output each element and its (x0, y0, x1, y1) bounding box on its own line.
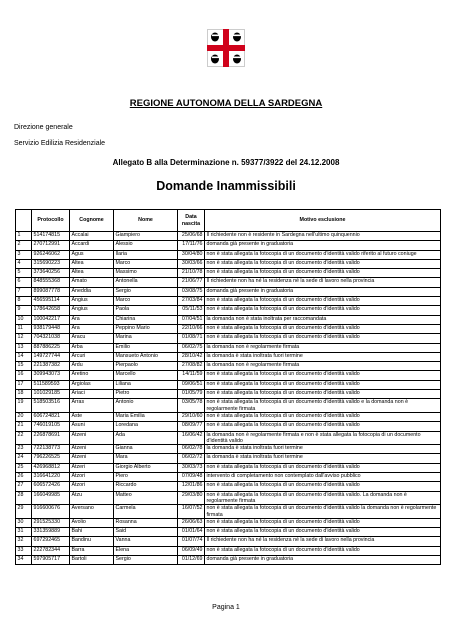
cognome-cell: Bartoli (70, 555, 114, 564)
table-body (16, 232, 441, 565)
cognome-cell: Arras (70, 399, 114, 413)
table-row (16, 250, 441, 259)
cognome-cell: Atzeni (70, 454, 114, 463)
nome-cell: Giorgio Alberto (114, 463, 178, 472)
table-row (16, 412, 441, 421)
table-row (16, 491, 441, 505)
motivo-cell: la domanda è stata inoltrata fuori termine (205, 352, 441, 361)
cognome-cell: Arba (70, 343, 114, 352)
row-index: 15 (16, 362, 32, 371)
cognome-cell: Arcuri (70, 352, 114, 361)
motivo-cell: non è stata allegata la fotocopia di un documento d'identità valido (205, 518, 441, 527)
cognome-cell: Accalai (70, 232, 114, 241)
column-header-index (16, 210, 32, 232)
nome-cell: Antonella (114, 278, 178, 287)
protocollo-cell: 514174815 (32, 232, 70, 241)
row-index: 3 (16, 250, 32, 259)
nome-cell: Giampiero (114, 232, 178, 241)
table-row (16, 546, 441, 555)
row-index: 10 (16, 315, 32, 324)
data-nascita-cell: 12/01/86 (178, 482, 205, 491)
motivo-cell: non è stata allegata la fotocopia di un documento d'identità valido. La domanda non è regolarmente firmata (205, 491, 441, 505)
cognome-cell: Argiolas (70, 380, 114, 389)
row-index: 18 (16, 390, 32, 399)
table-row (16, 390, 441, 399)
nome-cell: Vanna (114, 537, 178, 546)
nome-cell: Matteo (114, 491, 178, 505)
nome-cell: Antonio (114, 399, 178, 413)
column-header-protocollo: Protocollo (32, 210, 70, 232)
table-row (16, 473, 441, 482)
cognome-cell: Altea (70, 259, 114, 268)
row-index: 29 (16, 505, 32, 519)
data-nascita-cell: 16/07/52 (178, 505, 205, 519)
nome-cell: Sergio (114, 555, 178, 564)
protocollo-cell: 899087778 (32, 287, 70, 296)
motivo-cell: non è stata allegata la fotocopia di un documento d'identità valido (205, 463, 441, 472)
table-row (16, 315, 441, 324)
table-row (16, 422, 441, 431)
table-row (16, 445, 441, 454)
cognome-cell: Angius (70, 306, 114, 315)
direzione-label: Direzione generale (14, 124, 73, 131)
motivo-cell: non è stata allegata la fotocopia di un documento d'identità valido la domanda non è regolarmente firmata (205, 505, 441, 519)
table-row (16, 528, 441, 537)
cognome-cell: Angius (70, 297, 114, 306)
protocollo-cell: 848555368 (32, 278, 70, 287)
row-index: 5 (16, 269, 32, 278)
cognome-cell: Atzeni (70, 431, 114, 445)
table-row (16, 278, 441, 287)
protocollo-cell: 697292465 (32, 537, 70, 546)
protocollo-cell: 226878691 (32, 431, 70, 445)
nome-cell: Ilaria (114, 250, 178, 259)
row-index: 12 (16, 334, 32, 343)
protocollo-cell: 100042217 (32, 315, 70, 324)
row-index: 17 (16, 380, 32, 389)
table-row (16, 269, 441, 278)
table-row (16, 259, 441, 268)
nome-cell: Mansueto Antonio (114, 352, 178, 361)
motivo-cell: la domanda è stata inoltrata fuori termine (205, 445, 441, 454)
protocollo-cell: 166049985 (32, 491, 70, 505)
row-index: 9 (16, 306, 32, 315)
row-index: 1 (16, 232, 32, 241)
row-index: 33 (16, 546, 32, 555)
protocollo-cell: 101029185 (32, 390, 70, 399)
table-row (16, 505, 441, 519)
data-nascita-cell: 14/11/59 (178, 371, 205, 380)
table-header-row (16, 210, 441, 232)
motivo-cell: non è stata allegata la fotocopia di un documento d'identità valido (205, 390, 441, 399)
protocollo-cell: 331359889 (32, 528, 70, 537)
protocollo-cell: 606724821 (32, 412, 70, 421)
servizio-label: Servizio Edilizia Residenziale (14, 140, 106, 147)
nome-cell: Gianna (114, 445, 178, 454)
nome-cell: Liliana (114, 380, 178, 389)
row-index: 4 (16, 259, 32, 268)
cognome-cell: Atzu (70, 491, 114, 505)
data-nascita-cell: 01/05/79 (178, 390, 205, 399)
motivo-cell: non è stata allegata la fotocopia di un documento d'identità valido (205, 412, 441, 421)
data-nascita-cell: 03/05/78 (178, 399, 205, 413)
cognome-cell: Agus (70, 250, 114, 259)
protocollo-cell: 315690223 (32, 259, 70, 268)
data-nascita-cell: 26/06/63 (178, 518, 205, 527)
column-header-motivo: Motivo esclusione (205, 210, 441, 232)
nome-cell: Maria Emilia (114, 412, 178, 421)
protocollo-cell: 926246062 (32, 250, 70, 259)
data-nascita-cell: 30/03/66 (178, 259, 205, 268)
nome-cell: Carmela (114, 505, 178, 519)
motivo-cell: Il richiedente non ha né la residenza né la sede di lavoro nella provincia (205, 278, 441, 287)
cognome-cell: Ara (70, 315, 114, 324)
protocollo-cell: 722138773 (32, 445, 70, 454)
motivo-cell: non è stata allegata la fotocopia di un documento d'identità valido (205, 482, 441, 491)
row-index: 13 (16, 343, 32, 352)
protocollo-cell: 511589593 (32, 380, 70, 389)
row-index: 19 (16, 399, 32, 413)
data-nascita-cell: 01/12/69 (178, 555, 205, 564)
data-nascita-cell: 05/11/53 (178, 306, 205, 315)
cognome-cell: Avolio (70, 518, 114, 527)
motivo-cell: la domanda non è regolarmente firmata e non è stata allegata la fotocopia di un documento d'identità valido (205, 431, 441, 445)
motivo-cell: non è stata allegata la fotocopia di un documento d'identità valido (205, 422, 441, 431)
cognome-cell: Aretino (70, 371, 114, 380)
table-row (16, 306, 441, 315)
table-row (16, 334, 441, 343)
data-nascita-cell: 16/06/42 (178, 431, 205, 445)
region-title: REGIONE AUTONOMA DELLA SARDEGNA (129, 98, 323, 109)
protocollo-cell: 149727744 (32, 352, 70, 361)
cognome-cell: Barra (70, 546, 114, 555)
cognome-cell: Aneddia (70, 287, 114, 296)
data-nascita-cell: 29/03/80 (178, 491, 205, 505)
table-row (16, 537, 441, 546)
data-nascita-cell: 01/08/71 (178, 334, 205, 343)
nome-cell: Paola (114, 306, 178, 315)
table-row (16, 399, 441, 413)
protocollo-cell: 222782344 (32, 546, 70, 555)
motivo-cell: non è stata allegata la fotocopia di un documento d'identità valido (205, 334, 441, 343)
row-index: 24 (16, 454, 32, 463)
protocollo-cell: 456595114 (32, 297, 70, 306)
cognome-cell: Amato (70, 278, 114, 287)
cognome-cell: Atzeri (70, 463, 114, 472)
data-nascita-cell: 06/02/75 (178, 343, 205, 352)
nome-cell: Mara (114, 454, 178, 463)
column-header-data-nascita: Data nascita (178, 210, 205, 232)
cognome-cell: Altea (70, 269, 114, 278)
data-nascita-cell: 06/02/72 (178, 454, 205, 463)
motivo-cell: intervento di completamento non contemplato dall'avviso pubblico (205, 473, 441, 482)
table-row (16, 241, 441, 250)
motivo-cell: domanda già presente in graduatoria (205, 555, 441, 564)
protocollo-cell: 178642658 (32, 306, 70, 315)
data-nascita-cell: 28/10/42 (178, 352, 205, 361)
motivo-cell: la domanda non è stata inoltrata per raccomandata (205, 315, 441, 324)
data-nascita-cell: 25/06/68 (178, 232, 205, 241)
nome-cell: Peppino Mario (114, 324, 178, 333)
data-nascita-cell: 08/09/77 (178, 422, 205, 431)
nome-cell: Alessio (114, 241, 178, 250)
table-row (16, 343, 441, 352)
row-index: 26 (16, 473, 32, 482)
protocollo-cell: 316641220 (32, 473, 70, 482)
protocollo-cell: 373640256 (32, 269, 70, 278)
protocollo-cell: 270712991 (32, 241, 70, 250)
table-row (16, 380, 441, 389)
motivo-cell: la domanda non è regolarmente firmata (205, 343, 441, 352)
motivo-cell: non è stata allegata la fotocopia di un documento d'identità valido (205, 528, 441, 537)
motivo-cell: la domanda non è regolarmente firmata (205, 362, 441, 371)
row-index: 2 (16, 241, 32, 250)
sardinia-flag-icon (207, 29, 245, 67)
cognome-cell: Aversano (70, 505, 114, 519)
cognome-cell: Atzeni (70, 445, 114, 454)
table-row (16, 362, 441, 371)
nome-cell: Ada (114, 431, 178, 445)
table-row (16, 482, 441, 491)
row-index: 32 (16, 537, 32, 546)
nome-cell: Marco (114, 259, 178, 268)
protocollo-cell: 309943073 (32, 371, 70, 380)
data-nascita-cell: 07/09/48 (178, 473, 205, 482)
nome-cell: Pierpaolo (114, 362, 178, 371)
data-nascita-cell: 21/10/78 (178, 269, 205, 278)
nome-cell: Sergio (114, 287, 178, 296)
row-index: 7 (16, 287, 32, 296)
motivo-cell: domanda già presente in graduatoria (205, 241, 441, 250)
cognome-cell: Asuni (70, 422, 114, 431)
data-nascita-cell: 30/03/73 (178, 463, 205, 472)
row-index: 27 (16, 482, 32, 491)
motivo-cell: non è stata allegata la fotocopia di un documento d'identità valido (205, 269, 441, 278)
motivo-cell: Il richiedente non ha né la residenza né la sede di lavoro nella provincia (205, 537, 441, 546)
row-index: 8 (16, 297, 32, 306)
row-index: 31 (16, 528, 32, 537)
data-nascita-cell: 21/06/77 (178, 278, 205, 287)
cognome-cell: Atzori (70, 473, 114, 482)
column-header-nome: Nome (114, 210, 178, 232)
motivo-cell: la domanda è stata inoltrata fuori termine (205, 454, 441, 463)
table-row (16, 454, 441, 463)
protocollo-cell: 704321038 (32, 334, 70, 343)
motivo-cell: non è stata allegata la fotocopia di un documento d'identità valido (205, 324, 441, 333)
row-index: 11 (16, 324, 32, 333)
motivo-cell: non è stata allegata la fotocopia di un documento d'identità valido (205, 259, 441, 268)
document-title: Domande Inammissibili (156, 179, 296, 193)
data-nascita-cell: 06/02/78 (178, 445, 205, 454)
motivo-cell: non è stata allegata la fotocopia di un documento d'identità valido e la domanda non è regolarmente firmata (205, 399, 441, 413)
nome-cell: Elena (114, 546, 178, 555)
motivo-cell: non è stata allegata la fotocopia di un documento d'identità valido (205, 546, 441, 555)
table-row (16, 324, 441, 333)
data-nascita-cell: 01/01/64 (178, 528, 205, 537)
motivo-cell: non è stata allegata la fotocopia di un documento d'identità valido riferito al futuro coniuge (205, 250, 441, 259)
motivo-cell: non è stata allegata la fotocopia di un documento d'identità valido (205, 306, 441, 315)
row-index: 6 (16, 278, 32, 287)
protocollo-cell: 938179448 (32, 324, 70, 333)
row-index: 16 (16, 371, 32, 380)
exclusions-table (15, 209, 441, 565)
nome-cell: Riccardo (114, 482, 178, 491)
data-nascita-cell: 09/06/51 (178, 380, 205, 389)
cognome-cell: Ara (70, 324, 114, 333)
data-nascita-cell: 29/10/60 (178, 412, 205, 421)
table-row (16, 463, 441, 472)
protocollo-cell: 518503516 (32, 399, 70, 413)
protocollo-cell: 606572426 (32, 482, 70, 491)
cognome-cell: Ariaci (70, 390, 114, 399)
data-nascita-cell: 06/09/49 (178, 546, 205, 555)
motivo-cell: domanda già presente in graduatoria (205, 287, 441, 296)
nome-cell: Piero (114, 473, 178, 482)
data-nascita-cell: 01/07/74 (178, 537, 205, 546)
protocollo-cell: 597905717 (32, 555, 70, 564)
data-nascita-cell: 30/04/80 (178, 250, 205, 259)
protocollo-cell: 916600676 (32, 505, 70, 519)
motivo-cell: Il richiedente non è residente in Sardegna nell'ultimo quinquennio (205, 232, 441, 241)
protocollo-cell: 746019105 (32, 422, 70, 431)
nome-cell: Chiarina (114, 315, 178, 324)
data-nascita-cell: 17/11/76 (178, 241, 205, 250)
table-row (16, 297, 441, 306)
protocollo-cell: 426968812 (32, 463, 70, 472)
table-row (16, 232, 441, 241)
data-nascita-cell: 27/08/82 (178, 362, 205, 371)
protocollo-cell: 221387382 (32, 362, 70, 371)
nome-cell: Massimo (114, 269, 178, 278)
nome-cell: Said (114, 528, 178, 537)
cognome-cell: Bandinu (70, 537, 114, 546)
protocollo-cell: 796226525 (32, 454, 70, 463)
cognome-cell: Bahi (70, 528, 114, 537)
nome-cell: Marcello (114, 371, 178, 380)
row-index: 28 (16, 491, 32, 505)
row-index: 30 (16, 518, 32, 527)
motivo-cell: non è stata allegata la fotocopia di un documento d'identità valido (205, 297, 441, 306)
cognome-cell: Accardi (70, 241, 114, 250)
row-index: 25 (16, 463, 32, 472)
nome-cell: Rosanna (114, 518, 178, 527)
motivo-cell: non è stata allegata la fotocopia di un documento d'identità valido (205, 380, 441, 389)
row-index: 34 (16, 555, 32, 564)
nome-cell: Loredana (114, 422, 178, 431)
data-nascita-cell: 22/10/66 (178, 324, 205, 333)
column-header-cognome: Cognome (70, 210, 114, 232)
row-index: 14 (16, 352, 32, 361)
table-row (16, 352, 441, 361)
row-index: 22 (16, 431, 32, 445)
row-index: 23 (16, 445, 32, 454)
table-row (16, 371, 441, 380)
page-number: Pagina 1 (212, 604, 240, 611)
table-row (16, 518, 441, 527)
table-row (16, 431, 441, 445)
cognome-cell: Aste (70, 412, 114, 421)
cognome-cell: Ardu (70, 362, 114, 371)
motivo-cell: non è stata allegata la fotocopia di un documento d'identità valido (205, 371, 441, 380)
row-index: 21 (16, 422, 32, 431)
data-nascita-cell: 03/08/75 (178, 287, 205, 296)
data-nascita-cell: 27/03/84 (178, 297, 205, 306)
nome-cell: Marina (114, 334, 178, 343)
table-row (16, 555, 441, 564)
table-row (16, 287, 441, 296)
nome-cell: Pietro (114, 390, 178, 399)
data-nascita-cell: 07/04/51 (178, 315, 205, 324)
cognome-cell: Atzori (70, 482, 114, 491)
cognome-cell: Aracu (70, 334, 114, 343)
nome-cell: Marco (114, 297, 178, 306)
row-index: 20 (16, 412, 32, 421)
protocollo-cell: 291525330 (32, 518, 70, 527)
protocollo-cell: 887886225 (32, 343, 70, 352)
nome-cell: Emilio (114, 343, 178, 352)
allegato-heading: Allegato B alla Determinazione n. 59377/3922 del 24.12.2008 (112, 158, 340, 167)
